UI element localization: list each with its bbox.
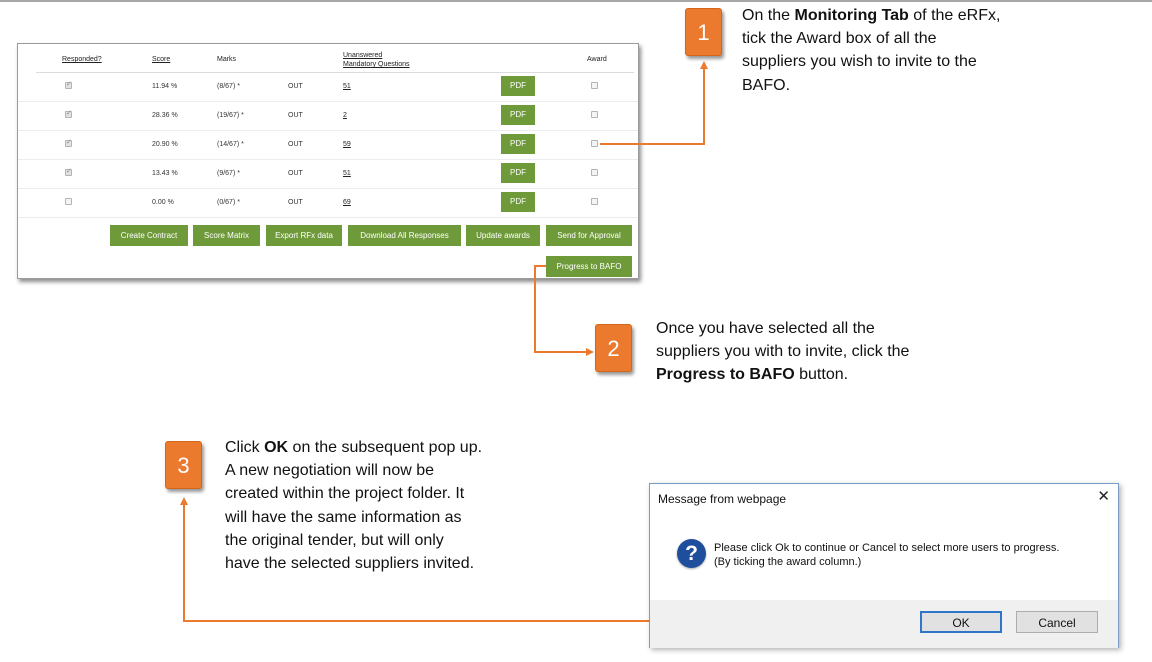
status-cell: OUT <box>288 141 303 148</box>
ok-button[interactable]: OK <box>920 611 1002 633</box>
responded-checkbox <box>65 82 72 89</box>
header-unanswered[interactable]: Unanswered <box>343 52 383 59</box>
arrow-up-icon <box>180 497 188 505</box>
header-award: Award <box>587 56 607 63</box>
dialog-footer <box>650 600 1118 648</box>
status-cell: OUT <box>288 83 303 90</box>
responded-checkbox <box>65 169 72 176</box>
connector-step1-vertical <box>703 68 705 145</box>
create-contract-button[interactable]: Create Contract <box>110 225 188 246</box>
connector-step2-horizontal <box>534 351 586 353</box>
step-2-badge: 2 <box>595 324 632 372</box>
marks-cell: (9/67) * <box>217 170 240 177</box>
header-marks: Marks <box>217 56 237 63</box>
step-1-text: On the Monitoring Tab of the eRFx, tick the Award box of all the suppliers you wish to invite to the BAFO. <box>742 7 1001 94</box>
pdf-button[interactable]: PDF <box>501 105 535 125</box>
unanswered-link[interactable]: 59 <box>343 141 351 148</box>
table-row <box>18 189 638 218</box>
dialog-title: Message from webpage <box>658 492 787 506</box>
table-row <box>18 160 638 189</box>
award-checkbox[interactable] <box>591 82 598 89</box>
pdf-button[interactable]: PDF <box>501 134 535 154</box>
pdf-button[interactable]: PDF <box>501 192 535 212</box>
progress-to-bafo-button[interactable]: Progress to BAFO <box>546 256 632 277</box>
table-row <box>18 131 638 160</box>
update-awards-button[interactable]: Update awards <box>466 225 540 246</box>
connector-step3-vertical <box>183 505 185 622</box>
step-3-badge: 3 <box>165 441 202 489</box>
step-2-text: Once you have selected all the suppliers you with to invite, click the Progress to BAFO button. <box>656 320 910 384</box>
score-matrix-button[interactable]: Score Matrix <box>193 225 260 246</box>
connector-step2-vertical <box>534 265 536 353</box>
unanswered-link[interactable]: 69 <box>343 199 351 206</box>
step-1-badge: 1 <box>685 8 722 56</box>
award-checkbox[interactable] <box>591 169 598 176</box>
unanswered-link[interactable]: 51 <box>343 83 351 90</box>
status-cell: OUT <box>288 112 303 119</box>
header-mandatory-questions[interactable]: Mandatory Questions <box>343 61 410 68</box>
responded-checkbox <box>65 140 72 147</box>
cancel-button[interactable]: Cancel <box>1016 611 1098 633</box>
award-checkbox[interactable] <box>591 140 598 147</box>
step-3-text: Click OK on the subsequent pop up. A new negotiation will now be created within the project folder. It will have the same information as the original tender, but will only have the selected suppliers invited. <box>225 439 483 573</box>
score-cell: 20.90 % <box>152 141 178 148</box>
award-checkbox[interactable] <box>591 198 598 205</box>
score-cell: 11.94 % <box>152 83 178 90</box>
top-rule <box>0 0 1152 2</box>
unanswered-link[interactable]: 51 <box>343 170 351 177</box>
arrow-right-icon <box>586 348 594 356</box>
status-cell: OUT <box>288 199 303 206</box>
marks-cell: (19/67) * <box>217 112 244 119</box>
responded-checkbox <box>65 111 72 118</box>
marks-cell: (8/67) * <box>217 83 240 90</box>
score-cell: 0.00 % <box>152 199 174 206</box>
marks-cell: (14/67) * <box>217 141 244 148</box>
connector-step1-horizontal <box>600 143 704 145</box>
pdf-button[interactable]: PDF <box>501 76 535 96</box>
header-responded[interactable]: Responded? <box>62 56 102 63</box>
unanswered-link[interactable]: 2 <box>343 112 347 119</box>
close-icon[interactable]: ✕ <box>1097 488 1110 505</box>
send-for-approval-button[interactable]: Send for Approval <box>546 225 632 246</box>
score-cell: 28.36 % <box>152 112 178 119</box>
table-row <box>18 73 638 102</box>
arrow-up-icon <box>700 61 708 69</box>
dialog-message: Please click Ok to continue or Cancel to select more users to progress. (By ticking the award column.) <box>714 542 1060 568</box>
score-cell: 13.43 % <box>152 170 178 177</box>
download-all-responses-button[interactable]: Download All Responses <box>348 225 461 246</box>
header-score[interactable]: Score <box>152 56 171 63</box>
status-cell: OUT <box>288 170 303 177</box>
marks-cell: (0/67) * <box>217 199 240 206</box>
question-icon: ? <box>677 539 706 568</box>
award-checkbox[interactable] <box>591 111 598 118</box>
table-row <box>18 102 638 131</box>
message-dialog <box>649 483 1119 648</box>
monitoring-table-panel <box>17 43 639 279</box>
pdf-button[interactable]: PDF <box>501 163 535 183</box>
export-rfx-data-button[interactable]: Export RFx data <box>266 225 342 246</box>
responded-checkbox <box>65 198 72 205</box>
